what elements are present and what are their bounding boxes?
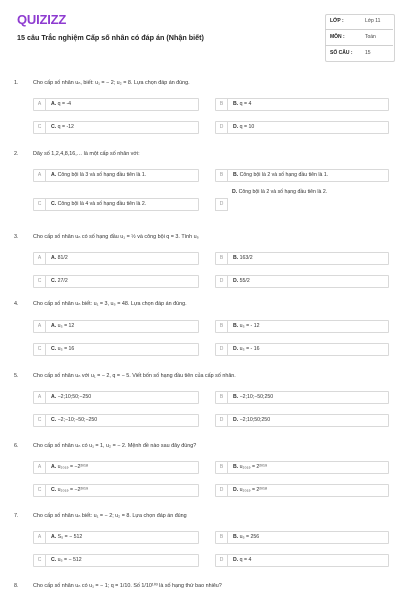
option-letter: B [216,170,228,181]
option-b[interactable]: B B. −2;10;−50;250 [215,391,389,404]
option-b[interactable]: B B. u₂₀₁₉ = 2²⁰¹⁹ [215,461,389,474]
option-letter: A [34,321,46,332]
option-d[interactable]: D D. 55/2 [215,275,389,288]
question-number: 6. [14,443,19,449]
option-letter: B [216,462,228,473]
question-number: 2. [14,151,19,157]
option-a[interactable]: A A. Công bội là 3 và số hạng đầu tiên là 1. [33,169,199,182]
option-d[interactable]: D D. Công bội là 2 và số hạng đầu tiên là 2. [215,188,387,210]
option-a[interactable]: A A. u₂₀₁₉ = −2²⁰¹⁸ [33,461,199,474]
option-b[interactable]: B B. u₅ = 256 [215,531,389,544]
option-c[interactable]: C C. u₃ = 16 [33,343,199,356]
option-letter: D [216,122,228,133]
question-text: Dãy số 1,2,4,8,16,… là một cấp số nhân với: [33,151,140,157]
meta-row-class [325,14,393,30]
option-c[interactable]: C C. u₅ = − 512 [33,554,199,567]
option-a[interactable]: A A. u₃ = 12 [33,320,199,333]
option-b[interactable]: B B. 163/2 [215,252,389,265]
option-a[interactable]: A A. q = -4 [33,98,199,111]
option-letter: B [216,392,228,403]
question-number: 7. [14,513,19,519]
option-letter: C [34,344,46,355]
option-letter: A [34,99,46,110]
option-letter: C [34,415,46,426]
option-d[interactable]: D D. q = 4 [215,554,389,567]
question-number: 1. [14,80,19,86]
meta-value: Lớp 11 [365,18,381,24]
question-number: 5. [14,373,19,379]
option-c[interactable]: C C. −2;−10;−50;−250 [33,414,199,427]
option-letter: D [216,276,228,287]
meta-row-subject [325,30,393,46]
meta-value: Toán [365,34,376,40]
option-c[interactable]: C C. 27/2 [33,275,199,288]
header [0,0,400,66]
question-text: Cho cấp số nhân uₙ, biết: u₁ = − 2; u₂ = 8. Lựa chọn đáp án đúng. [33,80,190,86]
option-letter: C [34,122,46,133]
option-letter: A [34,253,46,264]
option-letter: D [216,555,228,566]
option-letter: B [216,99,228,110]
option-letter: D [216,485,228,496]
question-text: Cho cấp số nhân uₙ có u₁ = 1, u₂ = − 2. Mệnh đề nào sau đây đúng? [33,443,197,449]
question-text: Cho cấp số nhân uₙ biết: u₁ = 3, u₅ = 48. Lựa chọn đáp án đúng. [33,301,187,307]
question-number: 3. [14,234,19,240]
question-text: Cho cấp số nhân uₙ với u₁ = − 2, q = − 5. Viết bốn số hạng đầu tiên của cấp số nhân. [33,373,236,379]
meta-key: SỐ CÂU : [330,50,353,56]
option-letter: C [34,276,46,287]
option-letter: A [34,170,46,181]
question-text: Cho cấp số nhân uₙ biết: u₁ = − 2; u₂ = 8. Lựa chọn đáp án đúng [33,513,187,519]
option-a[interactable]: A A. 81/2 [33,252,199,265]
option-letter: B [216,253,228,264]
option-a[interactable]: A A. −2;10;50;−250 [33,391,199,404]
option-c[interactable]: C C. q = -12 [33,121,199,134]
option-letter: D [215,198,228,211]
option-letter: A [34,462,46,473]
meta-key: LỚP : [330,18,344,24]
option-d[interactable]: D D. q = 10 [215,121,389,134]
question-text: Cho cấp số nhân uₙ có u₁ = − 1; q = 1/10. Số 1/10¹⁰³ là số hạng thứ bao nhiêu? [33,583,222,589]
question-number: 8. [14,583,19,589]
option-d[interactable]: D D. u₃ = - 16 [215,343,389,356]
quizizz-logo[interactable]: QUIZIZZ [17,12,67,27]
option-b[interactable]: B B. q = 4 [215,98,389,111]
meta-box [325,14,393,61]
option-d[interactable]: D D. −2;10;50;250 [215,414,389,427]
option-letter: C [34,555,46,566]
option-letter: D [216,415,228,426]
option-letter: B [216,321,228,332]
option-letter: C [34,199,46,210]
option-c[interactable]: C C. Công bội là 4 và số hạng đầu tiên là 2. [33,198,199,211]
option-a[interactable]: A A. S₅ = − 512 [33,531,199,544]
document-title: 15 câu Trắc nghiệm Cấp số nhân có đáp án (Nhận biết) [17,33,204,42]
option-letter: D [216,344,228,355]
meta-row-count [325,46,393,61]
option-letter: B [216,532,228,543]
option-b[interactable]: B B. Công bội là 2 và số hạng đầu tiên là 1. [215,169,389,182]
option-letter: A [34,532,46,543]
meta-key: MÔN : [330,34,345,40]
question-number: 4. [14,301,19,307]
option-b[interactable]: B B. u₃ = - 12 [215,320,389,333]
option-letter: C [34,485,46,496]
option-c[interactable]: C C. u₂₀₁₉ = −2²⁰¹⁹ [33,484,199,497]
option-d[interactable]: D D. u₂₀₁₉ = 2²⁰¹⁸ [215,484,389,497]
option-letter: A [34,392,46,403]
question-text: Cho cấp số nhân uₙ có số hạng đầu u₁ = ½ và công bội q = 3. Tính u₅ [33,234,199,240]
meta-value: 15 [365,50,371,56]
